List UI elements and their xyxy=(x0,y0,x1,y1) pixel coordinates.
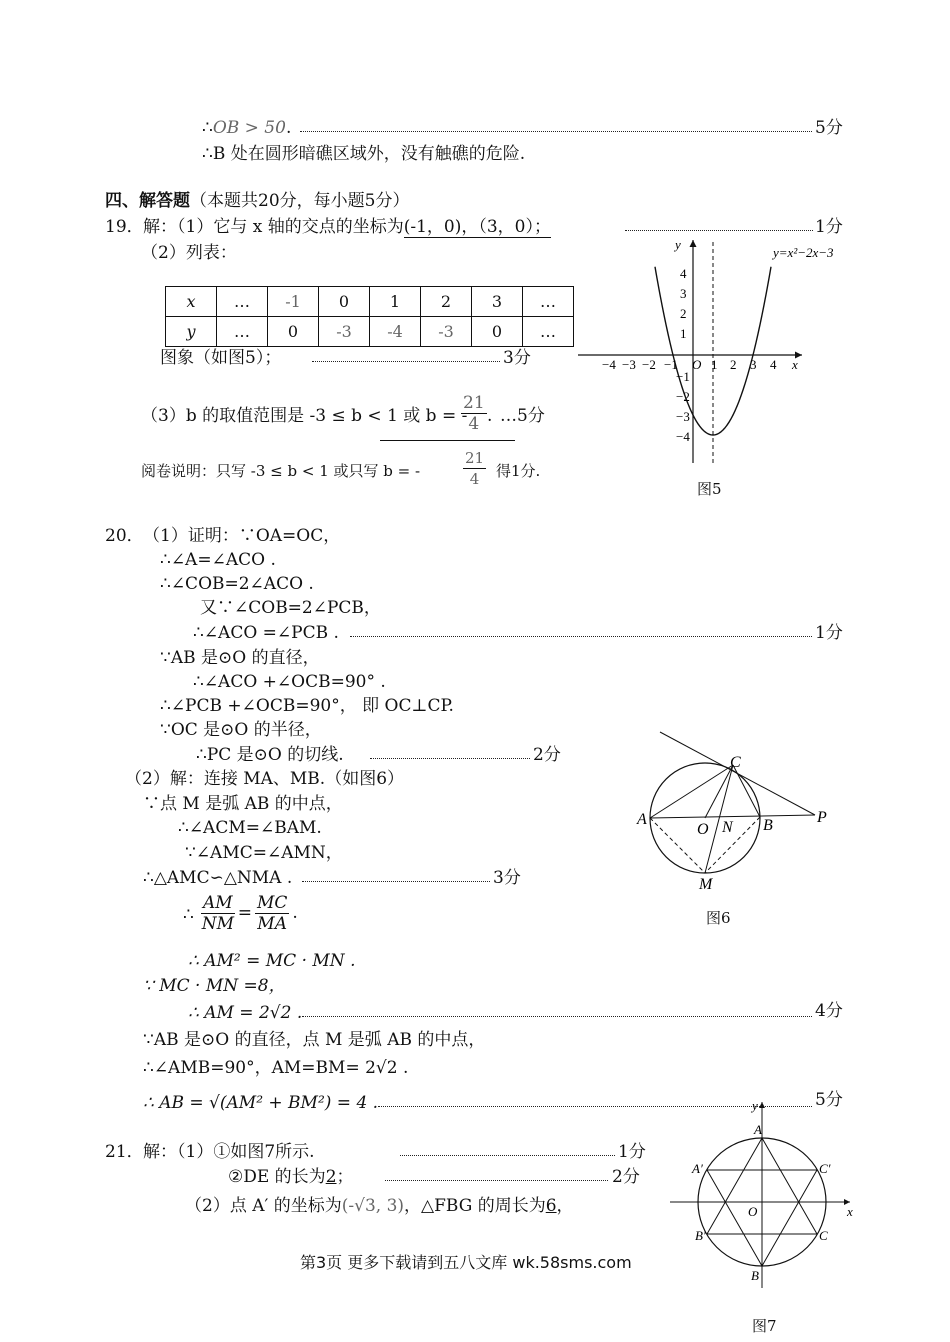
q21-line-3: （2）点 A′ 的坐标为(-√3, 3)，△FBG 的周长为6， xyxy=(185,1196,574,1216)
proof-line: （1）证明：∵OA=OC， xyxy=(143,526,341,546)
grading-note-end: 得1分. xyxy=(496,462,541,480)
proof-line: ∴ xyxy=(183,905,194,925)
page-footer: 第3页 更多下载请到五八文库 wk.58sms.com xyxy=(300,1253,632,1272)
tick-label: −1 xyxy=(676,369,690,384)
q21-number: 21． xyxy=(105,1142,144,1162)
fraction: $\frac{21}{4}$ xyxy=(463,393,485,434)
table-row: y … 0 -3 -4 -3 0 … xyxy=(166,317,574,347)
q20-number: 20． xyxy=(105,526,144,546)
score: 5分 xyxy=(815,1090,843,1110)
q19-part3: （3）b 的取值范围是 -3 ≤ b < 1 或 b = - xyxy=(141,406,468,426)
proof-line: ∵AB 是⊙O 的直径，点 M 是弧 AB 的中点， xyxy=(143,1030,486,1050)
proof-line: ∴△AMC∽△NMA . xyxy=(143,868,293,888)
tick-label: −1 xyxy=(664,357,678,372)
tick-label: 4 xyxy=(770,357,777,372)
axis-x-label: x xyxy=(792,357,798,372)
score: 4分 xyxy=(815,1001,843,1021)
point-label: O xyxy=(748,1204,758,1219)
ratio: $\frac{AM}{NM}$ = $\frac{MC}{MA}$ . xyxy=(201,893,298,934)
proof-line: ∴ AM = 2√2 . xyxy=(188,1003,303,1023)
tick-label: −4 xyxy=(602,357,616,372)
point-label: A′ xyxy=(692,1161,703,1176)
tick-label: 3 xyxy=(750,357,757,372)
point-label: C xyxy=(730,754,741,771)
proof-line: （2）解：连接 MA、MB.（如图6） xyxy=(125,769,405,789)
score: 5分 xyxy=(815,118,843,138)
leader-dots xyxy=(385,1180,608,1181)
leader-dots xyxy=(350,636,812,637)
tick-label: −3 xyxy=(676,409,690,424)
leader-dots xyxy=(302,1016,812,1017)
score: 3分 xyxy=(503,348,531,368)
circle-tangent-diagram xyxy=(630,725,840,895)
proof-line: ∵点 M 是弧 AB 的中点， xyxy=(143,794,343,814)
grading-note: 阅卷说明：只写 -3 ≤ b < 1 或只写 b = - xyxy=(141,462,421,480)
figure-caption: 图5 xyxy=(697,480,722,498)
point-label: O xyxy=(697,821,709,838)
section-heading: 四、解答题（本题共20分，每小题5分） xyxy=(105,191,410,211)
figure-caption: 图6 xyxy=(706,909,731,927)
proof-line: 又∵∠COB=2∠PCB， xyxy=(200,598,381,618)
point-label: M xyxy=(699,876,713,893)
tick-label: 4 xyxy=(680,266,687,281)
score: 1分 xyxy=(618,1142,646,1162)
point-label: A xyxy=(637,811,647,828)
point-label: A xyxy=(754,1122,762,1137)
point-label: B xyxy=(763,817,773,834)
top-line-2: ∴B 处在圆形暗礁区域外，没有触礁的危险. xyxy=(202,144,526,164)
q21-line-2: ②DE 的长为2； xyxy=(228,1167,354,1187)
proof-line: ∴∠ACO +∠OCB=90° . xyxy=(193,672,386,692)
point-label: B′ xyxy=(695,1228,706,1243)
proof-line: ∴∠COB=2∠ACO . xyxy=(160,574,314,594)
tick-label: −3 xyxy=(622,357,636,372)
q19-number: 19． xyxy=(105,217,144,237)
point-label: B xyxy=(751,1268,759,1283)
tick-label: 1 xyxy=(680,326,687,341)
axis-label: x xyxy=(847,1204,853,1219)
axis-label: y xyxy=(752,1098,758,1113)
score: 1分 xyxy=(815,623,843,643)
proof-line: ∵AB 是⊙O 的直径， xyxy=(160,648,320,668)
tick-label: O xyxy=(692,357,702,372)
proof-line: ∵∠AMC=∠AMN， xyxy=(185,843,343,863)
score: 2分 xyxy=(533,745,561,765)
proof-line: ∵ MC · MN =8， xyxy=(143,976,286,996)
tick-label: 2 xyxy=(680,306,687,321)
q19-part2-label: （2）列表： xyxy=(141,243,237,263)
point-label: N xyxy=(722,819,733,836)
point-label: C xyxy=(819,1228,828,1243)
parabola-graph xyxy=(570,235,840,470)
score: …5分 xyxy=(500,406,545,426)
proof-line: ∵OC 是⊙O 的半径， xyxy=(160,720,322,740)
proof-line: ∴∠AMB=90°，AM=BM= 2√2 . xyxy=(143,1058,409,1078)
score: 1分 xyxy=(815,217,843,237)
figure-caption: 图7 xyxy=(752,1317,777,1335)
tick-label: −2 xyxy=(642,357,656,372)
q21-line-1: 解：（1）①如图7所示. xyxy=(143,1142,315,1162)
tick-label: 2 xyxy=(730,357,737,372)
proof-line: ∴PC 是⊙O 的切线. xyxy=(196,745,344,765)
underline xyxy=(380,440,515,441)
axis-y-label: y xyxy=(675,237,681,252)
proof-line: ∴ AB = √(AM² + BM²) = 4 . xyxy=(143,1093,379,1113)
value-table xyxy=(165,286,574,347)
hexagram-diagram xyxy=(670,1098,860,1288)
leader-dots xyxy=(300,131,812,132)
tick-label: 3 xyxy=(680,286,687,301)
q19-part1: 解：（1）它与 x 轴的交点的坐标为(-1，0)，（3，0）； xyxy=(143,217,551,237)
point-label: P xyxy=(817,809,827,826)
tick-label: 1 xyxy=(711,357,718,372)
proof-line: ∴∠PCB +∠OCB=90°， 即 OC⊥CP. xyxy=(160,696,454,716)
leader-dots xyxy=(302,881,490,882)
leader-dots xyxy=(370,758,530,759)
proof-line: ∴ AM² = MC · MN . xyxy=(188,951,356,971)
proof-line: ∴∠A=∠ACO . xyxy=(160,550,276,570)
leader-dots xyxy=(400,1155,615,1156)
leader-dots xyxy=(625,230,813,231)
tick-label: −2 xyxy=(676,389,690,404)
fraction: $\frac{21}{4}$ xyxy=(465,449,485,488)
leader-dots xyxy=(312,361,500,362)
curve-label: y=x²−2x−3 xyxy=(773,245,834,260)
score: 2分 xyxy=(612,1167,640,1187)
graph-note: 图象（如图5）； xyxy=(160,348,282,368)
proof-line: ∴∠ACO =∠PCB . xyxy=(193,623,339,643)
score: 3分 xyxy=(493,868,521,888)
proof-line: ∴∠ACM=∠BAM. xyxy=(178,818,322,838)
table-row: x … -1 0 1 2 3 … xyxy=(166,287,574,317)
top-line-1: ∴OB > 50. xyxy=(202,118,292,138)
point-label: C′ xyxy=(819,1161,831,1176)
tick-label: −4 xyxy=(676,429,690,444)
